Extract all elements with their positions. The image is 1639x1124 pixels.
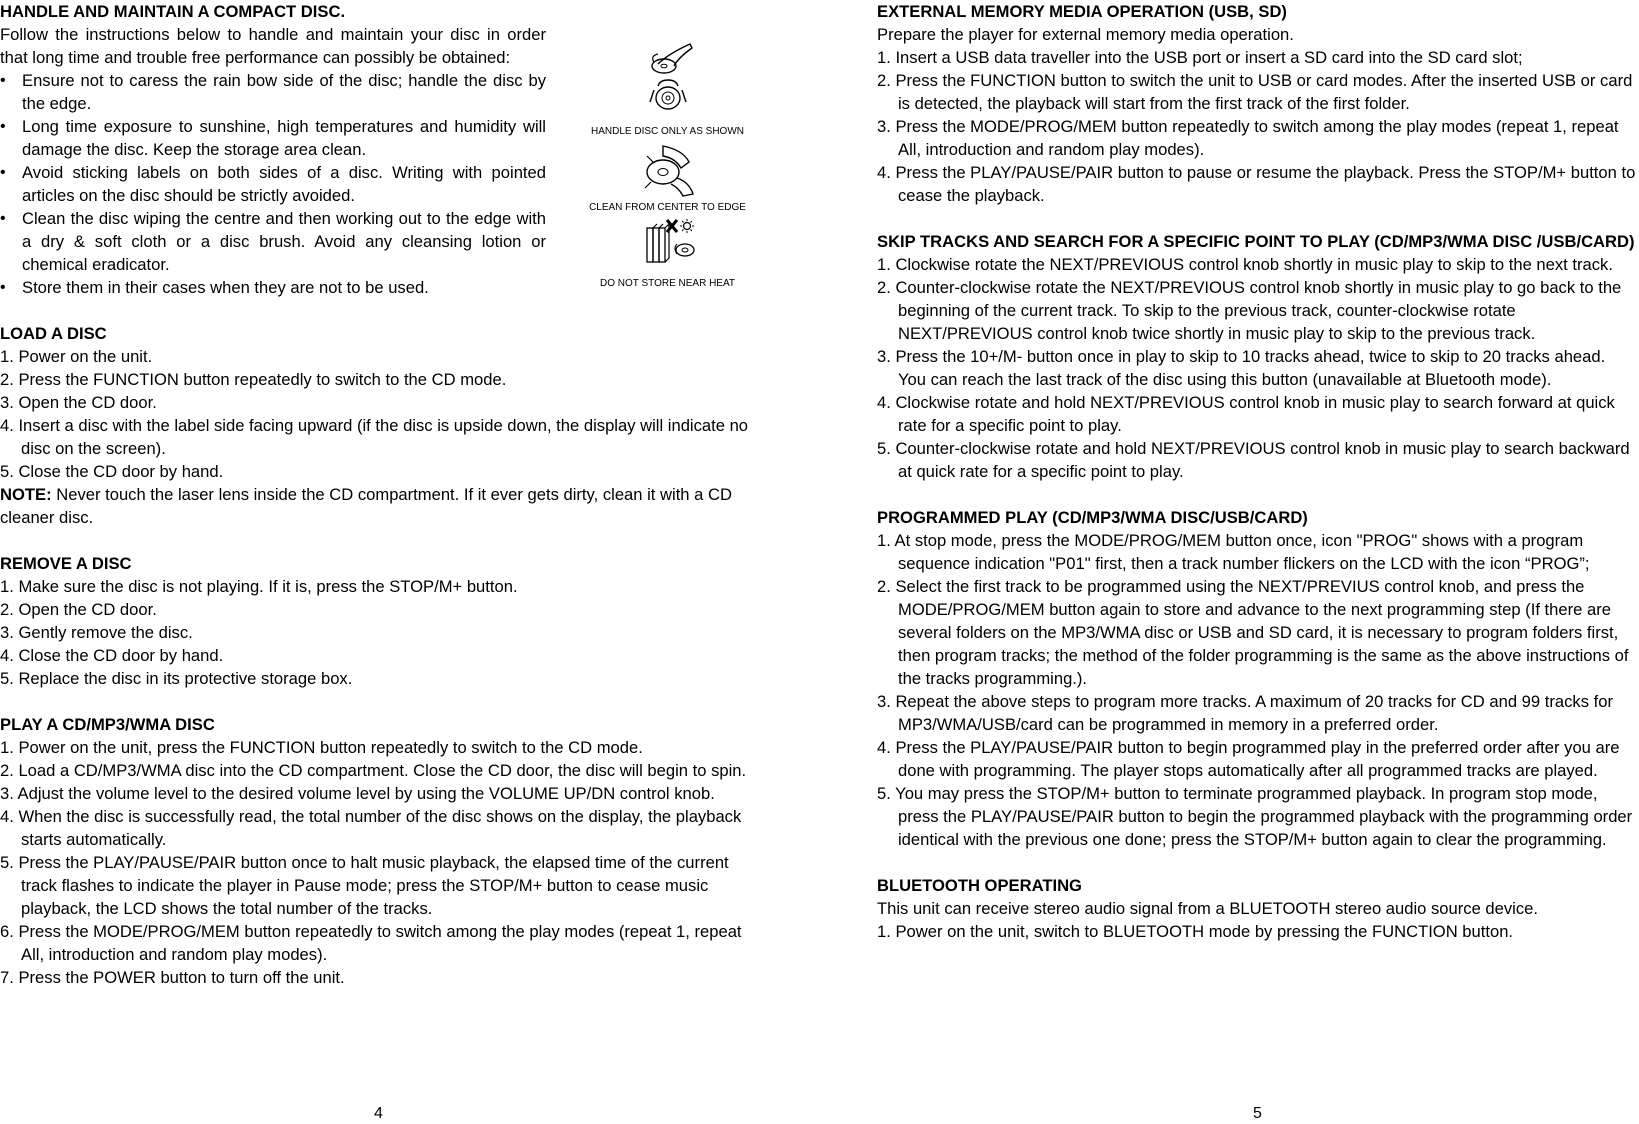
figure-caption: DO NOT STORE NEAR HEAT <box>599 278 736 289</box>
play-section <box>0 713 760 989</box>
handle-section <box>0 0 546 299</box>
remove-title: REMOVE A DISC <box>0 554 132 573</box>
handle-bullet: • Long time exposure to sunshine, high temperatures and humidity will damage the disc. Keep the storage area clean. <box>0 115 546 161</box>
skip-title: SKIP TRACKS AND SEARCH FOR A SPECIFIC POINT TO PLAY (CD/MP3/WMA DISC /USB/CARD) <box>877 232 1635 251</box>
play-step: 4. When the disc is successfully read, the total number of the disc shows on the display, the playback starts automatically. <box>0 807 742 849</box>
note-label: NOTE: <box>0 485 52 504</box>
usb-section <box>877 0 1637 207</box>
programmed-step: 5. You may press the STOP/M+ button to terminate programmed playback. In program stop mode, press the PLAY/PAUSE/PAIR button to begin the programmed playback with the programming order identical with the previous one done; press the STOP/M+ button again to clear the programming. <box>877 784 1633 849</box>
programmed-step: 4. Press the PLAY/PAUSE/PAIR button to begin programmed play in the preferred order after you are done with programming. The player stops automatically after all programmed tracks are played. <box>877 738 1620 780</box>
hand-holding-disc-icon <box>628 36 708 116</box>
remove-step: 4. Close the CD door by hand. <box>0 646 224 665</box>
skip-step: 4. Clockwise rotate and hold NEXT/PREVIOUS control knob in music play to search forward at quick rate for a specific point to play. <box>877 393 1615 435</box>
load-step: 4. Insert a disc with the label side facing upward (if the disc is upside down, the display will indicate no disc on the screen). <box>0 416 749 458</box>
bluetooth-intro: This unit can receive stereo audio signal from a BLUETOOTH stereo audio source device. <box>877 899 1538 918</box>
usb-step: 2. Press the FUNCTION button to switch the unit to USB or card modes. After the inserted USB or card is detected, the playback will start from the first track of the first folder. <box>877 71 1633 113</box>
usb-step: 1. Insert a USB data traveller into the USB port or insert a SD card into the SD card slot; <box>877 48 1523 67</box>
usb-title: EXTERNAL MEMORY MEDIA OPERATION (USB, SD) <box>877 2 1287 21</box>
remove-step: 5. Replace the disc in its protective storage box. <box>0 669 353 688</box>
page-number-right: 5 <box>1253 1105 1262 1122</box>
handle-bullet: • Store them in their cases when they are not to be used. <box>0 276 546 299</box>
play-title: PLAY A CD/MP3/WMA DISC <box>0 715 215 734</box>
load-step: 5. Close the CD door by hand. <box>0 462 224 481</box>
play-step: 5. Press the PLAY/PAUSE/PAIR button once to halt music playback, the elapsed time of the current track flashes to indicate the player in Pause mode; press the STOP/M+ button to cease music playback, the LCD shows the total number of the tracks. <box>0 853 729 918</box>
play-step: 3. Adjust the volume level to the desired volume level by using the VOLUME UP/DN control knob. <box>0 784 715 803</box>
remove-step: 1. Make sure the disc is not playing. If it is, press the STOP/M+ button. <box>0 577 518 596</box>
handle-bullet: • Clean the disc wiping the centre and then working out to the edge with a dry & soft cloth or a disc brush. Avoid any cleansing lotion or chemical eradicator. <box>0 207 546 276</box>
load-title: LOAD A DISC <box>0 324 107 343</box>
play-step: 7. Press the POWER button to turn off the unit. <box>0 968 345 987</box>
usb-step: 4. Press the PLAY/PAUSE/PAIR button to pause or resume the playback. Press the STOP/M+ button to cease the playback. <box>877 163 1636 205</box>
heat-warning-illustration <box>570 218 765 268</box>
load-step: 1. Power on the unit. <box>0 347 153 366</box>
load-step: 2. Press the FUNCTION button repeatedly to switch to the CD mode. <box>0 370 507 389</box>
skip-section <box>877 230 1637 483</box>
play-step: 1. Power on the unit, press the FUNCTION button repeatedly to switch to the CD mode. <box>0 738 643 757</box>
skip-step: 1. Clockwise rotate the NEXT/PREVIOUS control knob shortly in music play to skip to the next track. <box>877 255 1613 274</box>
remove-step: 3. Gently remove the disc. <box>0 623 193 642</box>
note-text: Never touch the laser lens inside the CD compartment. If it ever gets dirty, clean it with a CD cleaner disc. <box>0 485 732 527</box>
programmed-step: 2. Select the first track to be programmed using the NEXT/PREVIUS control knob, and press the MODE/PROG/MEM button again to store and advance to the next programming step (If there are several folders on the MP3/WMA disc or USB and SD card, it is necessary to program folders first, then program tracks; the method of the folder programming is the same as the above instructions of the tracks programming.). <box>877 577 1629 688</box>
handle-bullet: • Avoid sticking labels on both sides of a disc. Writing with pointed articles on the disc should be strictly avoided. <box>0 161 546 207</box>
handle-disc-illustration <box>570 36 765 116</box>
usb-intro: Prepare the player for external memory media operation. <box>877 25 1294 44</box>
remove-section <box>0 552 760 690</box>
load-section <box>0 322 760 529</box>
programmed-title: PROGRAMMED PLAY (CD/MP3/WMA DISC/USB/CARD) <box>877 508 1308 527</box>
load-note <box>0 483 760 529</box>
page-number-left: 4 <box>374 1105 383 1122</box>
skip-step: 5. Counter-clockwise rotate and hold NEXT/PREVIOUS control knob in music play to search backward at quick rate for a specific point to play. <box>877 439 1630 481</box>
bluetooth-title: BLUETOOTH OPERATING <box>877 876 1082 895</box>
programmed-section <box>877 506 1637 851</box>
figure-caption: CLEAN FROM CENTER TO EDGE <box>589 202 746 213</box>
programmed-step: 3. Repeat the above steps to program more tracks. A maximum of 20 tracks for CD and 99 tracks for MP3/WMA/USB/card can be programmed in memory in a preferred order. <box>877 692 1613 734</box>
cloth-wiping-disc-icon <box>633 142 703 200</box>
right-page <box>877 0 1637 943</box>
handle-bullet: • Ensure not to caress the rain bow side of the disc; handle the disc by the edge. <box>0 69 546 115</box>
figure-caption: HANDLE DISC ONLY AS SHOWN <box>591 126 744 137</box>
programmed-step: 1. At stop mode, press the MODE/PROG/MEM button once, icon "PROG" shows with a program sequence indication "P01" first, then a track number flickers on the LCD with the icon “PROG”; <box>877 531 1590 573</box>
play-step: 2. Load a CD/MP3/WMA disc into the CD compartment. Close the CD door, the disc will begin to spin. <box>0 761 747 780</box>
no-heat-storage-icon <box>633 218 703 268</box>
play-step: 6. Press the MODE/PROG/MEM button repeatedly to switch among the play modes (repeat 1, repeat All, introduction and random play modes). <box>0 922 742 964</box>
handle-title: HANDLE AND MAINTAIN A COMPACT DISC. <box>0 2 346 21</box>
skip-step: 3. Press the 10+/M- button once in play to skip to 10 tracks ahead, twice to skip to 20 tracks ahead. You can reach the last track of the disc using this button (unavailable at Bluetooth mode). <box>877 347 1606 389</box>
usb-step: 3. Press the MODE/PROG/MEM button repeatedly to switch among the play modes (repeat 1, repeat All, introduction and random play modes). <box>877 117 1619 159</box>
handle-intro: Follow the instructions below to handle and maintain your disc in order that long time and trouble free performance can possibly be obtained: <box>0 25 546 67</box>
bluetooth-step: 1. Power on the unit, switch to BLUETOOTH mode by pressing the FUNCTION button. <box>877 922 1514 941</box>
skip-step: 2. Counter-clockwise rotate the NEXT/PREVIOUS control knob shortly in music play to go back to the beginning of the current track. To skip to the previous track, counter-clockwise rotate NEXT/PREVIOUS control knob twice shortly in music play to skip to the previous track. <box>877 278 1622 343</box>
clean-disc-illustration <box>570 142 765 200</box>
remove-step: 2. Open the CD door. <box>0 600 157 619</box>
bluetooth-section <box>877 874 1637 943</box>
load-step: 3. Open the CD door. <box>0 393 157 412</box>
